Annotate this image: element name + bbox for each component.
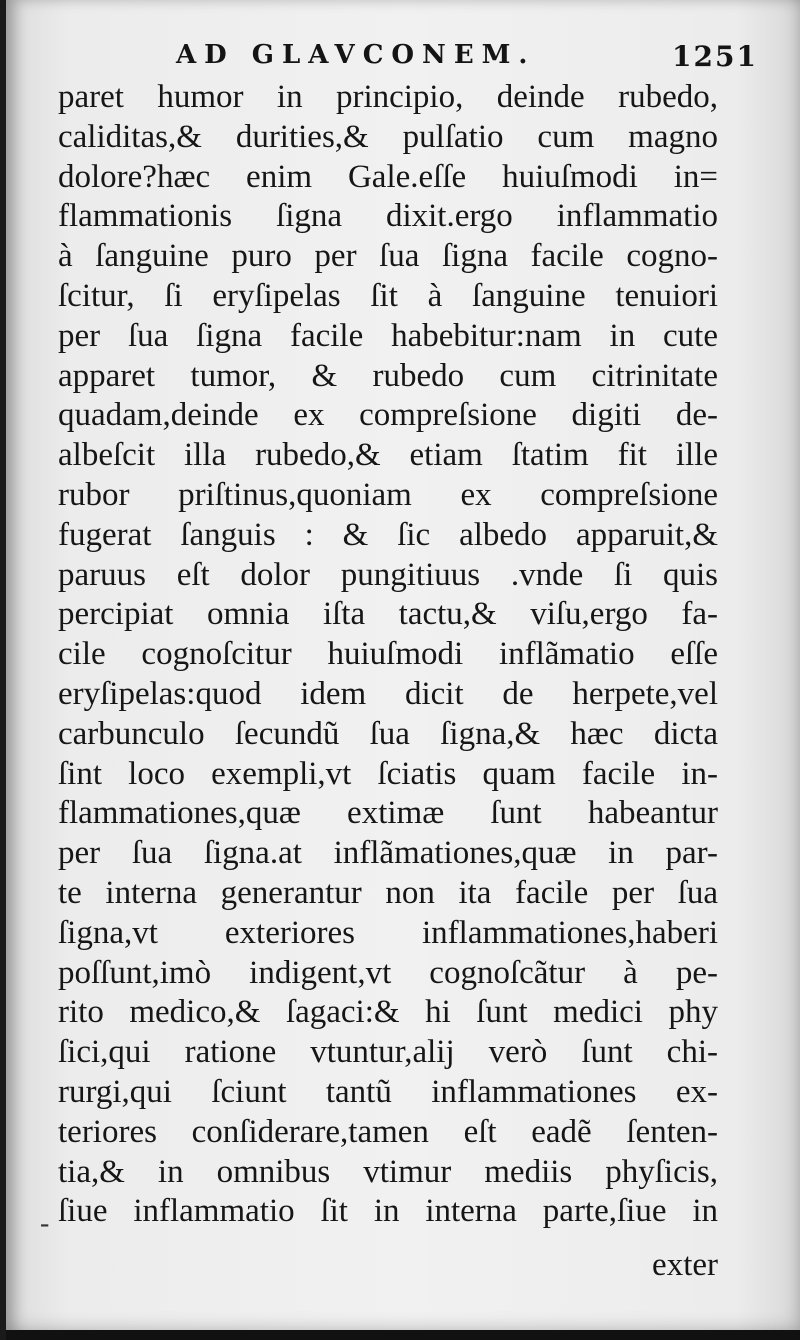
text-line: ſiue inflammatio ſit in interna parte,ſiue in — [58, 1193, 718, 1230]
text-line: quadam,deinde ex compreſsione digiti de- — [58, 397, 718, 434]
page-number: 1251 — [672, 40, 758, 73]
catchword-row — [58, 1245, 718, 1285]
book-page — [6, 0, 800, 1340]
text-line: ſici,qui ratione vtuntur,alij verò ſunt chi- — [58, 1034, 718, 1071]
text-line: per ſua ſigna.at inflãmationes,quæ in par- — [58, 835, 718, 872]
text-line: rubor priſtinus,quoniam ex compreſsione — [58, 476, 718, 513]
text-line: carbunculo ſecundũ ſua ſigna,& hæc dicta — [58, 715, 718, 752]
text-line: eryſipelas:quod idem dicit de herpete,vel — [58, 675, 718, 712]
text-line: ſcitur, ſi eryſipelas ſit à ſanguine tenuiori — [58, 277, 718, 314]
text-line: rurgi,qui ſciunt tantũ inflammationes ex- — [58, 1073, 718, 1110]
text-line: fugerat ſanguis : & ſic albedo apparuit,& — [58, 516, 718, 553]
text-line: caliditas,& durities,& pulſatio cum magno — [58, 118, 718, 155]
text-line: ſint loco exempli,vt ſciatis quam facile in- — [58, 755, 718, 792]
text-line: teriores conſiderare,tamen eſt eadẽ ſenten- — [58, 1113, 718, 1150]
text-line: tia,& in omnibus vtimur mediis phyſicis, — [58, 1153, 718, 1190]
text-line: apparet tumor, & rubedo cum citrinitate — [58, 357, 718, 394]
text-line: poſſunt,imò indigent,vt cognoſcãtur à pe- — [58, 954, 718, 991]
body-text — [58, 78, 718, 1232]
text-line: te interna generantur non ita facile per ſua — [58, 874, 718, 911]
text-line: cile cognoſcitur huiuſmodi inflãmatio eſſe — [58, 636, 718, 673]
text-line: flammationes,quæ extimæ ſunt habeantur — [58, 795, 718, 832]
text-line: per ſua ſigna facile habebitur:nam in cute — [58, 317, 718, 354]
catchword: exter — [652, 1247, 718, 1283]
text-line: paret humor in principio, deinde rubedo, — [58, 79, 718, 115]
text-line: rito medico,& ſagaci:& hi ſunt medici phy — [58, 994, 718, 1031]
text-line: ſigna,vt exteriores inflammationes,haberi — [58, 914, 718, 951]
margin-mark: - — [40, 1208, 50, 1239]
text-line: albeſcit illa rubedo,& etiam ſtatim fit ille — [58, 437, 718, 474]
text-line: à ſanguine puro per ſua ſigna facile cogno- — [58, 238, 718, 275]
page-bottom-edge — [6, 1330, 800, 1340]
text-line: percipiat omnia iſta tactu,& viſu,ergo fa- — [58, 596, 718, 633]
running-title: AD GLAVCONEM. — [176, 40, 536, 70]
text-line: dolore?hæc enim Gale.eſſe huiuſmodi in= — [58, 158, 718, 195]
text-line: paruus eſt dolor pungitiuus .vnde ſi quis — [58, 556, 718, 593]
text-line: flammationis ſigna dixit.ergo inflammatio — [58, 198, 718, 235]
